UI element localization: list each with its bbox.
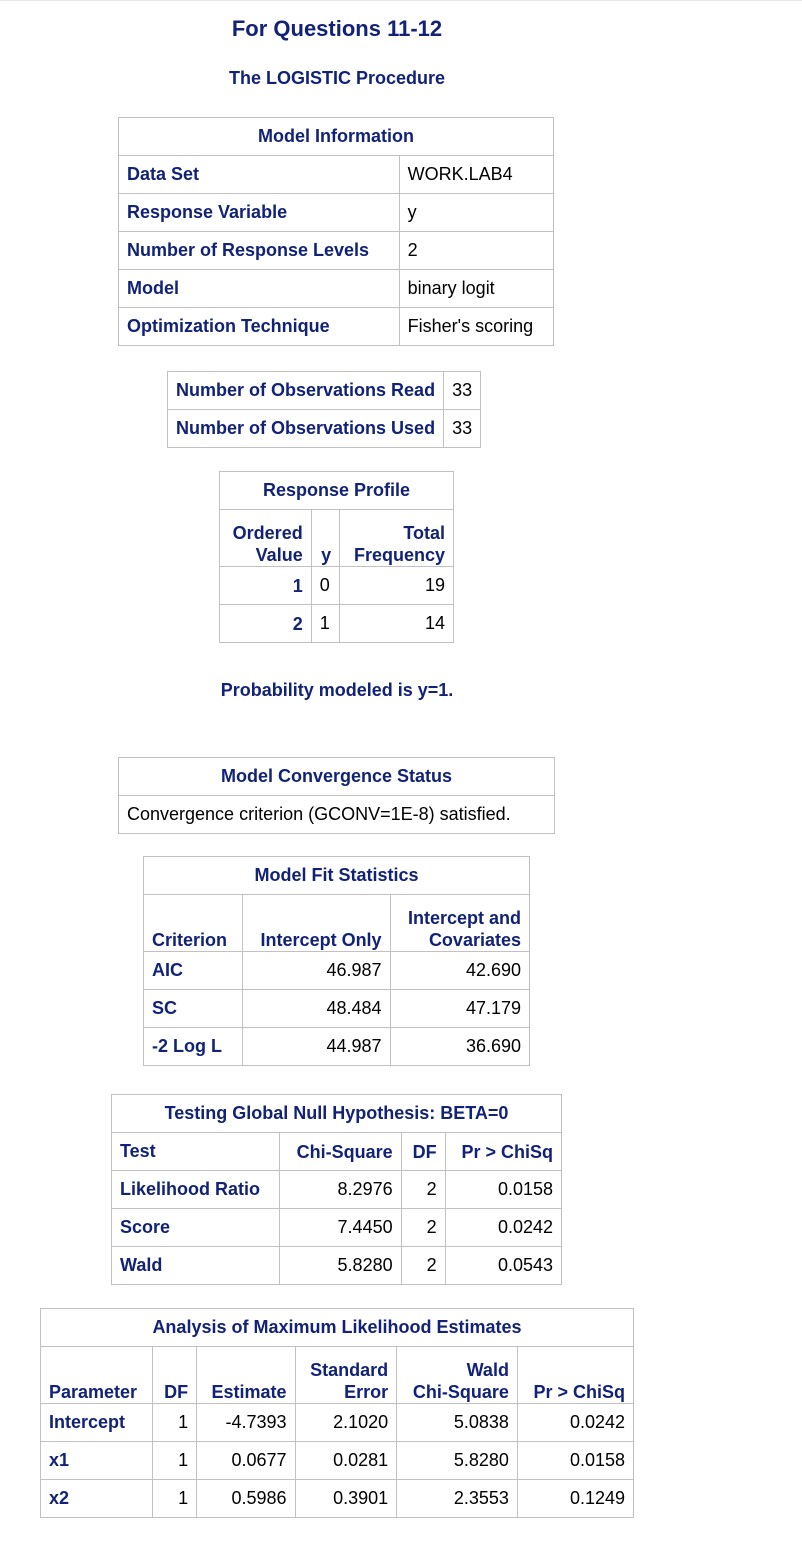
- table-row: [112, 1171, 562, 1209]
- header-row: [112, 1133, 562, 1171]
- table-row: [119, 232, 554, 270]
- table-row: [112, 1247, 562, 1285]
- model-fit-caption: Model Fit Statistics: [144, 857, 530, 895]
- page-title: For Questions 11-12: [231, 16, 443, 41]
- mle-estimates-table: [40, 1308, 634, 1518]
- error-label: Error: [344, 1382, 389, 1402]
- wald-value: 2.3553: [397, 1480, 518, 1518]
- estimate-header: Estimate: [197, 1347, 295, 1404]
- y-header: y: [311, 510, 339, 567]
- parameter-label: x1: [41, 1442, 153, 1480]
- chi-square-label: Chi-Square: [412, 1382, 509, 1402]
- header-row: [144, 895, 530, 952]
- table-row: [144, 952, 530, 990]
- table-row: [119, 194, 554, 232]
- table-row: [144, 1028, 530, 1066]
- criterion-label: AIC: [144, 952, 243, 990]
- test-header: Test: [112, 1133, 280, 1171]
- table-row: [119, 270, 554, 308]
- intercept-only-header: Intercept Only: [242, 895, 390, 952]
- global-null-hypothesis-table: [111, 1094, 562, 1285]
- table-row: [220, 567, 454, 605]
- test-label: Wald: [112, 1247, 280, 1285]
- model-information-table: [118, 117, 554, 346]
- test-label: Likelihood Ratio: [112, 1171, 280, 1209]
- chi-square-value: 8.2976: [280, 1171, 401, 1209]
- table-row: [112, 1209, 562, 1247]
- row-value: Fisher's scoring: [399, 308, 553, 346]
- p-value-header: Pr > ChiSq: [445, 1133, 561, 1171]
- row-label: Optimization Technique: [119, 308, 400, 346]
- intercept-and-label: Intercept and: [407, 908, 521, 928]
- convergence-caption: Model Convergence Status: [119, 758, 555, 796]
- covariates-label: Covariates: [428, 930, 521, 950]
- header-row: [220, 510, 454, 567]
- p-value: 0.0158: [445, 1171, 561, 1209]
- standard-error-value: 0.3901: [295, 1480, 397, 1518]
- standard-error-value: 0.0281: [295, 1442, 397, 1480]
- table-row: [220, 605, 454, 643]
- standard-label: Standard: [310, 1360, 389, 1380]
- table-row: [119, 308, 554, 346]
- row-label: Number of Observations Read: [168, 372, 444, 410]
- wald-label: Wald: [466, 1360, 509, 1380]
- p-value: 0.0543: [445, 1247, 561, 1285]
- row-value: y: [399, 194, 553, 232]
- intercept-only-value: 44.987: [242, 1028, 390, 1066]
- ordered-label: Ordered: [232, 523, 303, 543]
- table-row: [41, 1404, 634, 1442]
- wald-chi-square-header: [397, 1347, 518, 1404]
- y-value: 0: [311, 567, 339, 605]
- p-value: 0.0242: [517, 1404, 633, 1442]
- ordered-value: 2: [220, 605, 312, 643]
- row-label: Number of Observations Used: [168, 410, 444, 448]
- response-profile-table: [219, 471, 454, 643]
- p-value: 0.0158: [517, 1442, 633, 1480]
- parameter-label: Intercept: [41, 1404, 153, 1442]
- row-label: Number of Response Levels: [119, 232, 400, 270]
- standard-error-value: 2.1020: [295, 1404, 397, 1442]
- estimate-value: 0.5986: [197, 1480, 295, 1518]
- chi-square-value: 5.8280: [280, 1247, 401, 1285]
- probability-note: Probability modeled is y=1.: [220, 680, 454, 700]
- table-row: [119, 796, 555, 834]
- model-information-caption: Model Information: [119, 118, 554, 156]
- mle-caption: Analysis of Maximum Likelihood Estimates: [41, 1309, 634, 1347]
- value-label: Value: [255, 545, 303, 565]
- intercept-only-value: 48.484: [242, 990, 390, 1028]
- frequency-value: 14: [340, 605, 454, 643]
- top-divider: [0, 0, 802, 1]
- table-row: [144, 990, 530, 1028]
- intercept-covariates-value: 47.179: [390, 990, 529, 1028]
- table-row: [168, 372, 481, 410]
- table-row: [168, 410, 481, 448]
- df-value: 2: [401, 1209, 445, 1247]
- global-null-caption: Testing Global Null Hypothesis: BETA=0: [112, 1095, 562, 1133]
- total-frequency-header: [340, 510, 454, 567]
- parameter-header: Parameter: [41, 1347, 153, 1404]
- standard-error-header: [295, 1347, 397, 1404]
- ordered-value: 1: [220, 567, 312, 605]
- df-value: 2: [401, 1171, 445, 1209]
- criterion-label: -2 Log L: [144, 1028, 243, 1066]
- p-value: 0.1249: [517, 1480, 633, 1518]
- y-value: 1: [311, 605, 339, 643]
- criterion-label: SC: [144, 990, 243, 1028]
- row-value: 2: [399, 232, 553, 270]
- wald-value: 5.0838: [397, 1404, 518, 1442]
- intercept-covariates-header: [390, 895, 529, 952]
- total-label: Total: [403, 523, 445, 543]
- frequency-value: 19: [340, 567, 454, 605]
- intercept-covariates-value: 36.690: [390, 1028, 529, 1066]
- df-value: 2: [401, 1247, 445, 1285]
- row-label: Data Set: [119, 156, 400, 194]
- row-value: WORK.LAB4: [399, 156, 553, 194]
- convergence-table: [118, 757, 555, 834]
- intercept-covariates-value: 42.690: [390, 952, 529, 990]
- df-header: DF: [401, 1133, 445, 1171]
- wald-value: 5.8280: [397, 1442, 518, 1480]
- df-header: DF: [153, 1347, 197, 1404]
- row-label: Response Variable: [119, 194, 400, 232]
- chi-square-header: Chi-Square: [280, 1133, 401, 1171]
- intercept-only-value: 46.987: [242, 952, 390, 990]
- table-row: [119, 156, 554, 194]
- p-value-header: Pr > ChiSq: [517, 1347, 633, 1404]
- ordered-value-header: [220, 510, 312, 567]
- df-value: 1: [153, 1404, 197, 1442]
- procedure-title: The LOGISTIC Procedure: [228, 68, 446, 88]
- df-value: 1: [153, 1442, 197, 1480]
- parameter-label: x2: [41, 1480, 153, 1518]
- frequency-label: Frequency: [353, 545, 445, 565]
- df-value: 1: [153, 1480, 197, 1518]
- header-row: [41, 1347, 634, 1404]
- estimate-value: 0.0677: [197, 1442, 295, 1480]
- chi-square-value: 7.4450: [280, 1209, 401, 1247]
- response-profile-caption: Response Profile: [220, 472, 454, 510]
- p-value: 0.0242: [445, 1209, 561, 1247]
- test-label: Score: [112, 1209, 280, 1247]
- table-row: [41, 1442, 634, 1480]
- model-fit-statistics-table: [143, 856, 530, 1066]
- row-value: 33: [444, 372, 481, 410]
- observations-table: [167, 371, 481, 448]
- estimate-value: -4.7393: [197, 1404, 295, 1442]
- table-row: [41, 1480, 634, 1518]
- criterion-header: Criterion: [144, 895, 243, 952]
- row-value: binary logit: [399, 270, 553, 308]
- convergence-text: Convergence criterion (GCONV=1E-8) satisfied.: [119, 796, 555, 834]
- row-value: 33: [444, 410, 481, 448]
- row-label: Model: [119, 270, 400, 308]
